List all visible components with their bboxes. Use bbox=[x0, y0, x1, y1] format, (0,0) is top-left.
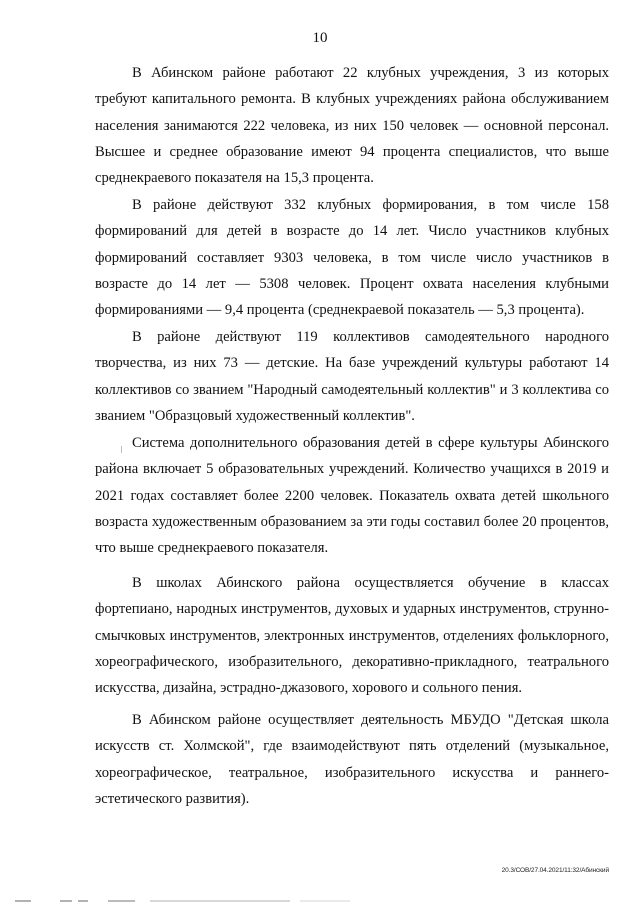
paragraph-school-classes: В школах Абинского района осуществляется обучение в классах фортепиано, народных инструментов, духовых и ударных инструментов, струнно-смычковых инструментов, электронных инструментов, отделениях фольклорного, хореографического, изобразительного, декоративно-прикладного, театрального искусства, дизайна, эстрадно-джазового, хорового и сольного пения. bbox=[95, 575, 609, 697]
paragraph-art-school: В Абинском районе осуществляет деятельность МБУДО "Детская школа искусств ст. Холмской", где взаимодействуют пять отделений (музыкальное, хореографическое, театральное, изобразительного искусства и раннего-эстетического развития). bbox=[95, 712, 609, 807]
paragraph-folk-collectives: В районе действуют 119 коллективов самодеятельного народного творчества, из них 73 — детские. На базе учреждений культуры работают 14 коллективов со званием "Народный самодеятельный коллектив" и 3 коллектива со званием "Образцовый художественный коллектив". bbox=[95, 329, 609, 424]
page-number: 10 bbox=[312, 30, 328, 46]
paragraph-club-institutions: В Абинском районе работают 22 клубных учреждения, 3 из которых требуют капитального ремонта. В клубных учреждениях района обслуживанием населения занимаются 222 человека, из них 150 человек — основной персонал. Высшее и среднее образование имеют 94 процента специалистов, что выше среднекраевого показателя на 15,3 процента. bbox=[95, 65, 609, 187]
paragraph-additional-education: Система дополнительного образования детей в сфере культуры Абинского района включает 5 образовательных учреждений. Количество учащихся в 2019 и 2021 годах составляет более 2200 человек. Показатель охвата детей школьного возраста художественным образованием за эти годы составил более 20 процентов, что выше среднекраевого показателя. bbox=[95, 435, 609, 557]
scan-edge-marks bbox=[0, 894, 640, 905]
paragraph-club-formations: В районе действуют 332 клубных формирования, в том числе 158 формирований для детей в возрасте до 14 лет. Число участников клубных формирований составляет 9303 человека, в том числе число участников в возрасте до 14 лет — 5308 человек. Процент охвата населения клубными формированиями — 9,4 процента (среднекраевой показатель — 5,3 процента). bbox=[95, 197, 609, 319]
document-footer-code: 20.3/СОВ/27.04.2021/11:32/Абинский bbox=[501, 867, 609, 874]
